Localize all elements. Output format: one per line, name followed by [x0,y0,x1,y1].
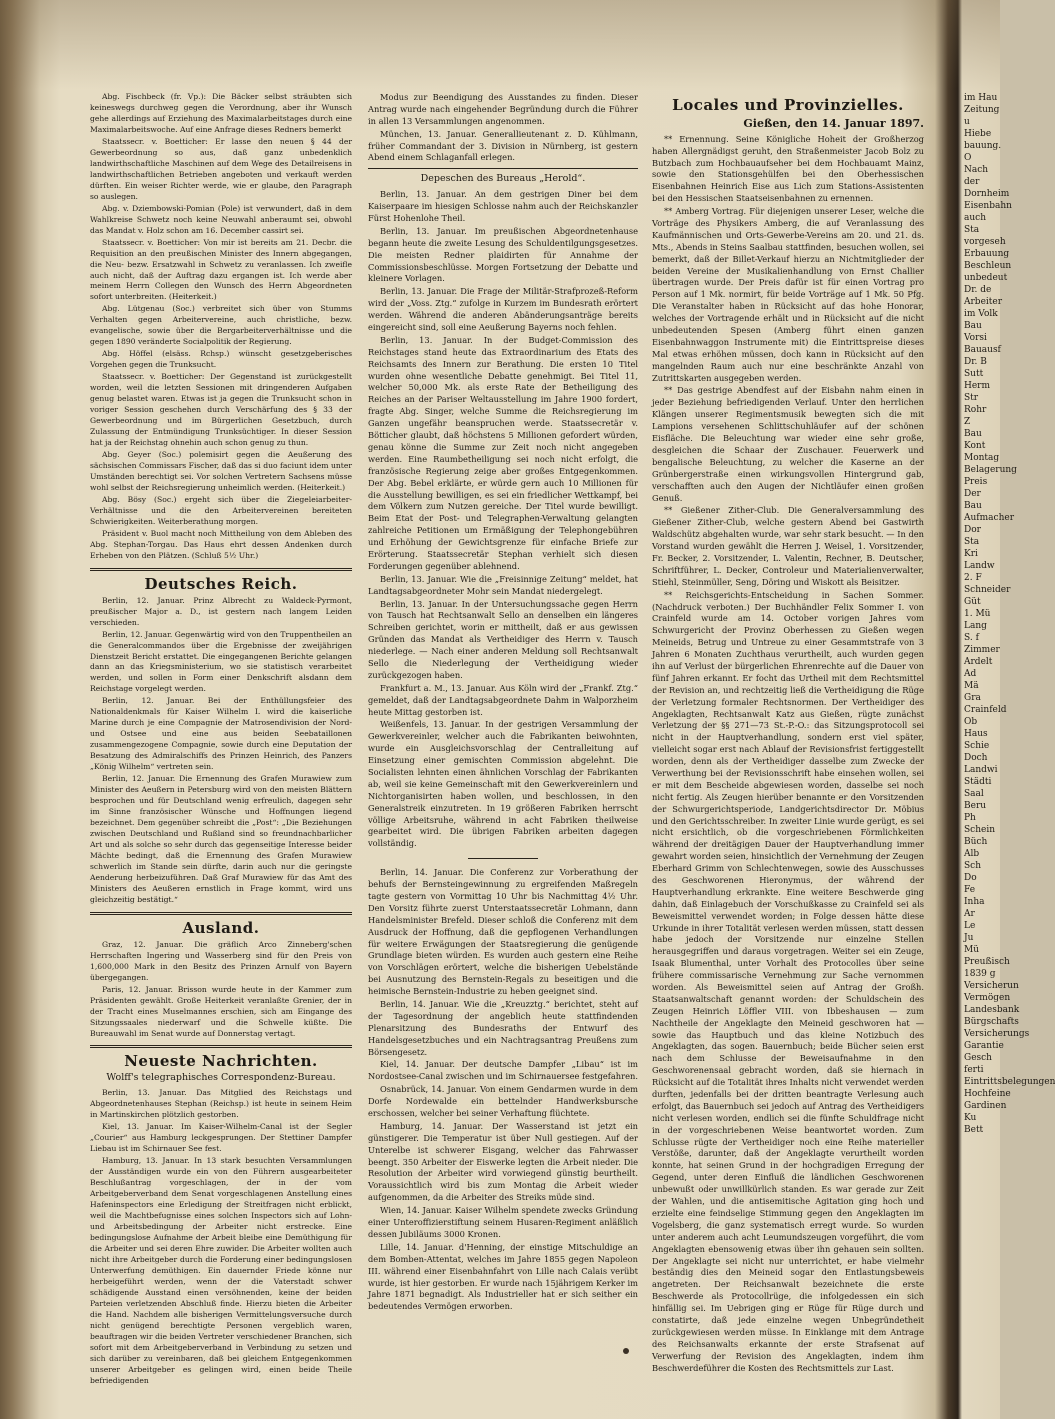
separator-rule [468,858,538,859]
text-fragment: Dornheim [964,189,1010,199]
text-fragment: Bauausf [964,345,1001,355]
text-fragment: Lang [964,621,987,631]
text-fragment: Preußisch [964,957,1010,967]
text-fragment: Kri [964,549,978,559]
text-fragment: Landwi [964,765,998,775]
adjacent-page-fragment [964,92,1055,1136]
text-fragment: Ad [964,669,977,679]
text-fragment: Zimmer [964,645,1000,655]
article-paragraph: ** Amberg Vortrag. Für diejenigen unserer Leser, welche die Vorträge des Physikers Amberg, die auf Veranlassung des Kaufmännischen und Orts-Gewerbe-Vereins am 20. und 21. ds. Mts., Abends in Steins Saalbau stattfinden, besuchen wollen, sei bemerkt, daß der Billet-Verkauf hierzu an Nichtmitglieder der beiden Vereine der Musikalienhandlung von Ernst Challier übertragen wurde. Der Preis dafür ist für einen Vortrag pro Person auf 1 Mk. normirt, für beide Vorträge auf 1 Mk. 50 Pfg. Die Veranstalter haben in Rücksicht auf das hohe Honorar, welches der Vortragende erhält und in Rücksicht auf die nicht unbedeutenden Spesen (Amberg führt einen ganzen Eisenbahnwaggon Instrumente mit) die Eintrittspreise dieses Mal etwas erhöhen müssen, doch kann in Rücksicht auf den mangelnden Raum auch nur eine beschränkte Anzahl von Zutrittskarten ausgegeben werden. [652,206,924,383]
article-paragraph: Abg. Bösy (Soc.) ergeht sich über die Ziegeleiarbeiter-Verhältnisse und die den Arbeitervereinen bereiteten Schwierigkeiten. Weiterberathung morgen. [90,494,352,526]
section-subtitle: Wolff's telegraphisches Correspondenz-Bureau. [106,1072,336,1084]
article-paragraph: Berlin, 13. Januar. Das Mitglied des Reichstags und Abgeordnetenhauses Stephan (Reichsp.) ist heute in seinem Heim in Martinskirchen plötzlich gestorben. [90,1088,352,1120]
text-fragment: Beru [964,801,987,811]
article-paragraph: Paris, 12. Januar. Brisson wurde heute in der Kammer zum Präsidenten gewählt. Große Heiterkeit veranlaßte Grenier, der in der Tracht eines Muselmannes erschien, sich am Eingange des Sitzungssaales niederwarf und die Schwelle küßte. Die Bureauwahl im Senat wurde auf Donnerstag vertagt. [90,984,352,1038]
text-fragment: Crainfeld [964,705,1007,715]
text-fragment: 1839 g [964,969,996,979]
text-fragment: Erbauung [964,249,1010,259]
text-fragment: Doch [964,753,988,763]
article-paragraph: Berlin, 14. Januar. Die Conferenz zur Vorberathung der behufs der Bernsteingewinnung zu ergreifenden Maßregeln tagte gestern von Vormittag 10 Uhr bis Nachmittag 4½ Uhr. Den Vorsitz führte zuerst Unterstaatssecretär Lohmann, dann Handelsminister Brefeld. Dieser schloß die Conferenz mit dem Ausdruck der Hoffnung, daß die gepflogenen Verhandlungen für weitere Erwägungen der Staatsregierung die genügende Grundlage bieten würden. Es wurden auch gestern eine Reihe von Vorschlägen erörtert, welche die bisherigen Uebelstände bei Ausnutzung des Bernstein-Regals zu beseitigen und die heimische Bernstein-Industrie zu heben geeignet sind. [368,867,638,997]
text-fragment: im Volk [964,309,998,319]
text-fragment: Kont [964,441,986,451]
text-fragment: Bau [964,321,982,331]
text-fragment: Z [964,417,971,427]
article-paragraph: Osnabrück, 14. Januar. Von einem Gendarmen wurde in dem Dorfe Nordewalde ein bettelnder Handwerksbursche erschossen, welcher bei seiner Verhaftung flüchtete. [368,1084,638,1119]
section-rule [90,568,352,571]
section-title-neueste-nachrichten: Neueste Nachrichten. [124,1052,318,1071]
article-paragraph: Hamburg, 13. Januar. In 13 stark besuchten Versammlungen der Ausständigen wurde ein von den Führern ausgearbeiteter Beschlußantrag vorgeschlagen, der in der vom Arbeitgeberverband dem Senat vorgeschlagenen Anstellung eines Hafeninspectors eine Erledigung der Streitfragen nicht erblickt, weil die Machtbefugnisse eines solchen Inspectors sich auf Lohn- und Arbeitsbedingung der Arbeiter nicht erstrecke. Eine bedingungslose Aufnahme der Arbeit bleibe eine Demüthigung für die Arbeiter und sei deren Ehre zuwider. Die Arbeiter wollten auch nicht ihre Arbeitgeber durch die Forderung einer bedingungslosen Unterwerfung demüthigen. Ein dauernder Friede könne nur herbeigeführt werden, wenn der die Vaterstadt schwer schädigende Ausstand einen versöhnenden, keine der beiden Parteien verletzenden Abschluß finde. Hierzu bieten die Arbeiter die Hand. Nachdem alle bisherigen Vermittelungsversuche durch nicht genügend berechtigte Personen vergeblich waren, beauftragen wir die beiden Vertreter verschiedener Branchen, sich sofort mit dem Arbeitgeberverband in Verbindung zu setzen und sich darüber zu vereinbaren, daß bei gleichem Entgegenkommen unserer Arbeitgeber es gelingen wird, einen beide Theile befriedigenden [90,1156,352,1385]
article-paragraph: Kiel, 14. Januar. Der deutsche Dampfer „Libau“ ist im Nordostsee-Canal zwischen und im Schirnauersee festgefahren. [368,1059,638,1082]
article-paragraph: Weißenfels, 13. Januar. In der gestrigen Versammlung der Gewerkvereinler, welcher auch die Fabrikanten beiwohnten, wurde ein Ausgleichsvorschlag der Centralleitung auf Einsetzung einer gemischten Commission abgelehnt. Die Socialisten lehnten einen ähnlichen Vorschlag der Fabrikanten ab, weil sie keine Gemeinschaft mit den Gewerkvereinlern und Nichtorganisirten haben wollen, und beschlossen, in den Generalstreik einzutreten. In 19 größeren Fabriken herrscht völlige Arbeitsruhe, während in acht Fabriken theilweise gearbeitet wird. Die übrigen Fabriken arbeiten dagegen vollständig. [368,719,638,849]
text-fragment: unbedeut [964,273,1008,283]
text-fragment: bauung. O [964,141,1002,163]
text-fragment: S. f [964,633,979,643]
text-fragment: Do [964,873,977,883]
text-fragment: Hochfeine [964,1089,1011,1099]
article-paragraph: ** Reichsgerichts-Entscheidung in Sachen Sommer. (Nachdruck verboten.) Der Buchhändler Felix Sommer I. von Crainfeld wurde am 14. October vorigen Jahres vom Schwurgericht der Provinz Oberhessen zu Gießen wegen Meineids, Betrug und Untreue zu einer Gesammtstrafe von 3 Jahren 6 Monaten Zuchthaus verurtheilt, auch wurden gegen ihn auf Verlust der bürgerlichen Ehrenrechte auf die Dauer von fünf Jahren erkannt. Er focht das Urtheil mit dem Rechtsmittel der Revision an, und rechtzeitig ließ die Vertheidigung die Rüge der Verletzung formaler Rechtsnormen. Der Vertheidiger des Angeklagten, Rechtsanwalt Katz aus Gießen, rügte zunächst Verletzung der §§ 271—73 St.-P.-O.: das Sitzungsprotocoll sei nicht in der Hauptverhandlung, sondern erst viel später, vielleicht sogar erst nach Ablauf der Revisionsfrist fertiggestellt worden, denn als der Vertheidiger dasselbe zum Zwecke der Verwerthung bei der Revisionsschrift habe einsehen wollen, sei er mit dem Bescheide abgewiesen worden, dasselbe sei noch nicht fertig. Als Zeugen hierüber benannte er den Vorsitzenden der Schwurgerichtsperiode, Landgerichtsdirector Dr. Möbius und den Gerichtsschreiber. In zweiter Linie wurde gerügt, es sei nicht ersichtlich, ob die vorgeschriebenen Förmlichkeiten während der dreitägigen Dauer der Hauptverhandlung immer gewahrt worden seien, hinsichtlich der Vernehmung der Zeugen Eberhard Grimm von Schlechtenwegen, sowie des Ausschusses des Geschworenen Hieronymus, der während der Hauptverhandlung erkrankte. Eine weitere Beschwerde ging dahin, daß Einlagebuch der Vorschußkasse zu Crainfeld sei als Beweismittel verwendet worden; in Folge dessen hätte diese Urkunde in ihrer Totalität verlesen werden müssen, statt dessen habe jedoch der Vorsitzende nur einzelne Stellen herausgegriffen und daraus vorgetragen. Weiter sei ein Zeuge, Isaak Blumenthal, unter Vorhalt des Protocolles über seine frühere commissarische Vernehmung zur Sache vernommen worden. Als Beweismittel seien auf Antrag der Großh. Staatsanwaltschaft genannt worden: der Schuldschein des Zeugen Heinrich Löffler VIII. von Ibbeshausen — zum Nachtheile der Angeklagte den Meineid geschworen hat — sowie das Hauptbuch und das kleine Notizbuch des Angeklagten, das sogen. Bauernbuch; beide Bücher seien erst nach dem Schlusse der Beweisaufnahme in den Geschworenensaal gebracht worden, daß sie hiernach in Rücksicht auf die Totalität ihres Inhalts nicht verwendet werden durften, jedenfalls bei der dritten beantragte Verlesung auch erfolgt, das Bauernbuch sei jedoch auf Antrag des Vertheidigers nicht verlesen worden, endlich sei die fünfte Schuldfrage nicht in der vorgeschriebenen Weise beantwortet worden. Zum Schlusse rügte der Vertheidiger noch eine Reihe materieller Verstöße, darunter, daß der Angeklagte verurtheilt worden konnte, hat seinen Grund in der hochgradigen Erregung der Gegend, unter deren Einfluß die ländlichen Geschworenen unbewußt oder unwillkürlich standen. Es war gerade zur Zeit der Wahlen, und die antisemitische Agitation ging hoch und erzielte eine feindselige Stimmung gegen den Angeklagten im Vogelsberg, die ganz systematisch erregt wurde. So wurden unter anderem auch acht Leumundszeugen vorgeführt, die vom Angeklagten ebensowenig etwas über ihn gehauen sein sollten. Der Angeklagte sei nicht nur unterrichtet, er habe vielmehr beständig dies den Meineid sogar den Entlastungsbeweis angetreten. Der Reichsanwalt bezeichnete die erste Beschwerde als Protocollrüge, die infolgedessen ein sich hinfällig sei. Im Uebrigen ging er Rüge für Rüge durch und constatirte, daß jede einzelne wegen Unbegründetheit zurückgewiesen werden müsse. In Einklange mit dem Antrage des Reichsanwalts erkannte der erste Strafsenat auf Verwerfung der Revision des Angeklagten, indem ihm Beschwerdeführer die Kosten des Rechtsmittels zur Last. [652,589,924,1373]
text-fragment: Herm [964,381,991,391]
article-paragraph: ** Ernennung. Seine Königliche Hoheit der Großherzog haben Allergnädigst geruht, den Straßenmeister Jacob Bolz zu Butzbach zum Hochbauaufseher bei dem Hochbauamt Mainz, sowie den Stationsgehülfen bei den Oberhessischen Eisenbahnen Heinrich Eise aus Lich zum Stations-Assistenten bei den Hessischen Staatseisenbahnen zu ernennen. [652,133,924,204]
text-fragment: Fe [964,885,976,895]
text-fragment: Gra [964,693,981,703]
text-fragment: Landesbank [964,1005,1020,1015]
text-fragment: Vermögen [964,993,1011,1003]
text-fragment: Städti [964,777,992,787]
text-fragment: Dor [964,525,981,535]
text-fragment: Beschleun [964,261,1012,271]
text-fragment: Arbeiter [964,297,1003,307]
text-fragment: Gesch [964,1053,992,1063]
text-fragment: Nach der [964,165,989,187]
article-paragraph: Berlin, 12. Januar. Bei der Enthüllungsfeier des Nationaldenkmals für Kaiser Wilhelm I. wird die kaiserliche Marine durch je eine Compagnie der Matrosendivision der Nord- und Ostsee und eine aus beiden Seebataillonen zusammengezogene Compagnie, sowie durch eine Deputation der Besatzung des Admiralschiffs des Prinzen Heinrich, des Panzers „König Wilhelm“ vertreten sein. [90,696,352,772]
text-fragment: Inha [964,897,985,907]
text-fragment: Le [964,921,976,931]
text-fragment: Vorsi [964,333,987,343]
page-shadow [0,0,1000,90]
depeschen-title: Depeschen des Bureaus „Herold“. [420,173,586,185]
text-fragment: Sutt [964,369,984,379]
text-fragment: Schneider [964,585,1011,595]
column-1 [90,92,352,1388]
text-fragment: Alb [964,849,980,859]
text-fragment: Str [964,393,979,403]
article-paragraph: Berlin, 12. Januar. Prinz Albrecht zu Waldeck-Pyrmont, preußischer Major a. D., ist gestern nach langem Leiden verschieden. [90,595,352,627]
text-fragment: Ardelt [964,657,993,667]
text-fragment: Schein [964,825,996,835]
article-paragraph: Kiel, 13. Januar. Im Kaiser-Wilhelm-Canal ist der Segler „Courier“ aus Hamburg leckgesprungen. Der Stettiner Dampfer Liebau ist im Schirnauer See fest. [90,1122,352,1154]
article-paragraph: Hamburg, 14. Januar. Der Wasserstand ist jetzt ein günstigerer. Die Temperatur ist über Null gestiegen. Auf der Unterelbe ist schwerer Eisgang, welcher das Fahrwasser beengt. 350 Arbeiter der Eiswerke legten die Arbeit nieder. Die Resolution der Arbeiter wird vorwiegend günstig beurtheilt. Voraussichtlich wird bis zum Montag die Arbeit wieder aufgenommen, da die Arbeiter des Streiks müde sind. [368,1120,638,1203]
article-paragraph: Staatssecr. v. Boetticher: Von mir ist bereits am 21. Decbr. die Requisition an den preußischen Minister des Innern abgegangen, die Neu- bezw. Ersatzwahl in Schwetz zu veranlassen. Ich zweifle auch nicht, daß der Auftrag dazu ergangen ist. Ich werde aber meinem Herrn Collegen den Wunsch des Herrn Abgeordneten sofort unterbreiten. (Heiterkeit.) [90,237,352,302]
article-paragraph: Abg. Lütgenau (Soc.) verbreitet sich über von Stumms Verhalten gegen Arbeitervereine, auch christliche, bezw. evangelische, sowie über die Bergarbeiterverhältnisse und die gegen 1890 veränderte Socialpolitik der Regierung. [90,304,352,347]
page-mark [623,1348,629,1354]
text-fragment: Montag [964,453,1000,463]
text-fragment: Landw [964,561,995,571]
column-2 [368,92,638,1314]
text-fragment: Preis [964,477,988,487]
article-paragraph: ** Das gestrige Abendfest auf der Eisbahn nahm einen in jeder Beziehung befriedigenden Verlauf. Unter den herrlichen Klängen unserer Regimentsmusik bewegten sich die mit Lampions versehenen Schlittschuhläufer auf der schönen Eisfläche. Die Beleuchtung war wieder eine sehr große, desgleichen die Schaar der Zuschauer. Feuerwerk und bengalische Beleuchtung, zu welcher die Kaserne an der Grünbergerstraße einen wirkungsvollen Hintergrund gab, verschafften auch den Augen der Nichtläufer einen großen Genuß. [652,385,924,503]
article-paragraph: Wien, 14. Januar. Kaiser Wilhelm spendete zwecks Gründung einer Unteroffizierstiftung seinem Husaren-Regiment anläßlich dessen Jubiläums 3000 Kronen. [368,1205,638,1239]
article-paragraph: Abg. Geyer (Soc.) polemisirt gegen die Aeußerung des sächsischen Commissars Fischer, daß das si duo faciunt idem unter Umständen berechtigt sei. Vor solchen Vertretern Sachsens müsse wohl selbst der Reichsregierung unheimlich werden. (Heiterkeit.) [90,450,352,492]
article-paragraph: Staatssecr. v. Boetticher: Der Gegenstand ist zurückgestellt worden, weil die letzten Sessionen mit dringenderen Aufgaben genug belastet waren. Etwas ist ja gegen die Trunksucht schon in voriger Session geschehen durch Verschärfung des § 33 der Gewerbeordnung und im Bürgerlichen Gesetzbuch, durch Zulassung der Entmündigung Trunksüchtiger. In dieser Session hat ja der Reichstag ohnehin auch schon genug zu thun. [90,372,352,448]
article-paragraph: Graz, 12. Januar. Die gräflich Arco Zinneberg'schen Herrschaften Ingering und Wasserberg sind für den Preis von 1,600,000 Mark in den Besitz des Prinzen Arnulf von Bayern übergegangen. [90,939,352,982]
article-paragraph: Abg. Höffel (elsäss. Rchsp.) wünscht gesetzgeberisches Vorgehen gegen die Trunksucht. [90,349,352,370]
text-fragment: Ku [964,1113,977,1123]
article-paragraph: ** Gießener Zither-Club. Die Generalversammlung des Gießener Zither-Club, welche gestern Abend bei Gastwirth Waldschütz abgehalten wurde, war sehr stark besucht. — In den Vorstand wurden gewählt die Herren J. Weisel, 1. Vorsitzender, Fr. Becker, 2. Vorsitzender, L. Valentin, Rechner, B. Deutscher, Schriftführer, L. Decker, Controleur und Materialienverwalter, Stiehl, Steinmüller, Seng, Döring und Wiskott als Beisitzer. [652,505,924,587]
text-fragment: Belagerung [964,465,1017,475]
article-paragraph: Berlin, 13. Januar. Im preußischen Abgeordnetenhause begann heute die zweite Lesung des Schuldentilgungsgesetzes. Die meisten Redner plaidirten für Annahme der Commissionsbeschlüsse. Morgen Fortsetzung der Debatte und kleinere Vorlagen. [368,225,638,284]
text-fragment: Saal [964,789,984,799]
text-fragment: 2. F [964,573,982,583]
text-fragment: Ju [964,933,974,943]
text-fragment: Aufmacher [964,513,1014,523]
text-fragment: Dr. de [964,285,992,295]
text-fragment: Güt [964,597,981,607]
text-fragment: im Hau [964,93,998,103]
text-fragment: 1. Mü [964,609,991,619]
section-title-ausland: Ausland. [182,918,260,937]
article-paragraph: Präsident v. Buol macht noch Mittheilung von dem Ableben des Abg. Stephan-Torgau. Das Haus ehrt dessen Andenken durch Erheben von den Plätzen. (Schluß 5½ Uhr.) [90,528,352,560]
text-fragment: auch Sta [964,213,986,235]
text-fragment: Zeitung u [964,105,1000,127]
text-fragment: vorgeseh [964,237,1006,247]
text-fragment: Der [964,489,981,499]
article-paragraph: Modus zur Beendigung des Ausstandes zu finden. Dieser Antrag wurde nach eingehender Begründung durch die Führer in allen 13 Versammlungen angenommen. [368,92,638,126]
text-fragment: Mä [964,681,979,691]
text-fragment: ferti [964,1065,984,1075]
article-paragraph: Berlin, 12. Januar. Gegenwärtig wird von den Truppentheilen an die Generalcommandos über die Ergebnisse der zweijährigen Dienstzeit Bericht erstattet. Die eingegangenen Berichte gelangen dann an das Kriegsministerium, wo sie statistisch verarbeitet werden, und sollen in Form einer Denkschrift alsdann dem Reichstage vorgelegt werden. [90,629,352,694]
section-rule [368,168,638,169]
article-paragraph: Berlin, 13. Januar. In der Untersuchungssache gegen Herrn von Tausch hat Rechtsanwalt Sello an denselben ein längeres Schreiben gerichtet, worin er mittheilt, daß er aus gewissen Gründen das Mandat als Vertheidiger des Herrn v. Tausch niederlege. — Nach einer anderen Meldung soll Rechtsanwalt Sello die Niederlegung der Vertheidigung wieder zurückgezogen haben. [368,598,638,680]
text-fragment: Eisenbahn [964,201,1012,211]
article-paragraph: Berlin, 14. Januar. Wie die „Kreuzztg.“ berichtet, steht auf der Tagesordnung der angeblich heute stattfindenden Plenarsitzung des Bundesraths der Entwurf des Handelsgesetzbuches und ein Nachtragsantrag Preußens zum Börsengesetz. [368,999,638,1057]
text-fragment: Eintrittsbelegungen [964,1077,1055,1087]
text-fragment: Garantie [964,1041,1004,1051]
text-fragment: Ph [964,813,976,823]
text-fragment: Mü [964,945,980,955]
text-fragment: Versicherungs [964,1029,1030,1039]
article-paragraph: Abg. v. Dziembowski-Pomian (Pole) ist verwundert, daß in dem Wahlkreise Schwetz noch keine Neuwahl anberaumt sei, obwohl das Mandat v. Holz schon am 16. December cassirt sei. [90,203,352,235]
text-fragment: Rohr [964,405,987,415]
article-paragraph: Frankfurt a. M., 13. Januar. Aus Köln wird der „Frankf. Ztg.“ gemeldet, daß der Landtagsabgeordnete Dahm in Walporzheim heute Mittag gestorben ist. [368,682,638,717]
text-fragment: Ar [964,909,975,919]
text-fragment: Bau [964,429,982,439]
article-paragraph: Berlin, 13. Januar. Die Frage der Militär-Strafprozeß-Reform wird der „Voss. Ztg.“ zufolge in Kurzem im Bundesrath erörtert werden. Während die anderen Abänderungsanträge bereits eingereicht sind, soll eine Aeußerung Bayerns noch fehlen. [368,286,638,333]
article-paragraph: Berlin, 13. Januar. In der Budget-Commission des Reichstages stand heute das Extraordinarium des Etats des Reichsamts des Innern zur Berathung. Die ersten 10 Titel wurden ohne wesentliche Debatte genehmigt. Bei Titel 11, welcher 50,000 Mk. als erste Rate der Betheiligung des Reiches an der Pariser Weltausstellung im Jahre 1900 fordert, fragte Abg. Singer, welche Summe die Reichsregierung im Ganzen ungefähr beanspruchen werde. Staatssecretär v. Bötticher glaubt, daß höchstens 5 Millionen gefordert würden, genau könne die Summe zur Zeit noch nicht angegeben werden. Eine Raumbetheiligung sei noch nicht erfolgt, die französische Regierung zeige aber großes Entgegenkommen. Der Abg. Bebel erklärte, er würde gern auch 10 Millionen für die Ausstellung bewilligen, es sei ein friedlicher Wettkampf, bei dem Völkern zum Nutzen gereiche. Der Titel wurde bewilligt. Beim Etat der Post- und Telegraphen-Verwaltung gelangten zahlreiche Petitionen um Ermäßigung der Telephongebühren und Erhöhung der Gewichtsgrenze für einfache Briefe zur Erörterung. Staatssecretär Stephan verhielt sich diesen Forderungen gegenüber ablehnend. [368,334,638,571]
article-paragraph: Staatssecr. v. Boetticher: Er lasse den neuen § 44 der Gewerbeordnung so aus, daß ganz unbedenklich landwirthschaftliche Maschinen auf dem Wege des Detailreisens in landwirthschaftlichen Betrieben angeboten und verkauft werden dürften. Ein weiser Richter werde, wie er glaube, den Paragraph so auslegen. [90,136,352,201]
article-paragraph: Abg. Fischbeck (fr. Vp.): Die Bäcker selbst sträubten sich keineswegs durchweg gegen die Verordnung, aber ihr Wunsch gehe allerdings auf Erziehung des Maximalarbeitstages durch eine Maximalarbeitswoche. Auf eine Anfrage dieses Redners bemerkt [90,92,352,134]
text-fragment: Sch [964,861,982,871]
text-fragment: Hiebe [964,129,992,139]
article-paragraph: Berlin, 13. Januar. An dem gestrigen Diner bei dem Kaiserpaare im hiesigen Schlosse nahm auch der Reichskanzler Fürst Hohenlohe Theil. [368,189,638,224]
text-fragment: Versicherun [964,981,1019,991]
section-title-deutsches-reich: Deutsches Reich. [144,574,298,593]
article-paragraph: Lille, 14. Januar. d'Henning, der einstige Mitschuldige an dem Bomben-Attentat, welches im Jahre 1855 gegen Napoleon III. während einer Eisenbahnfahrt von Lille nach Calais verübt wurde, ist hier gestorben. Er wurde nach 15jährigem Kerker im Jahre 1871 begnadigt. Als Industrieller hat er sich seither ein bedeutendes Vermögen erworben. [368,1241,638,1312]
text-fragment: Haus [964,729,988,739]
text-fragment: Bett [964,1125,984,1135]
text-fragment: Gardinen [964,1101,1007,1111]
section-rule [90,1045,352,1048]
text-fragment: Bürgschafts [964,1017,1019,1027]
article-paragraph: München, 13. Januar. Generallieutenant z. D. Kühlmann, früher Commandant der 3. Division in Nürnberg, ist gestern Abend einem Schlaganfall erlegen. [368,128,638,163]
text-fragment: Bau [964,501,982,511]
text-fragment: Ob [964,717,978,727]
section-rule [90,912,352,915]
text-fragment: Büch [964,837,988,847]
text-fragment: Sta [964,537,980,547]
text-fragment: Schie [964,741,990,751]
article-paragraph: Berlin, 12. Januar. Die Ernennung des Grafen Murawiew zum Minister des Aeußern in Petersburg wird von den meisten Blättern besprochen und für Deutschland wenig erfreulich, dagegen sehr im Sinne französischer Wünsche und Hoffnungen liegend bezeichnet. Dem gegenüber schreibt die „Post“: „Die Beziehungen zwischen Deutschland und Rußland sind so freundnachbarlicher Art und als solche so sehr durch das gegenseitige Interesse beider Mächte bedingt, daß die Ernennung des Grafen Murawiew schwerlich im Stande sein dürfte, darin auch nur die geringste Aenderung herbeizuführen. Daß Graf Murawiew für das Amt des Ministers des Aeußeren ernstlich in Frage kommt, wird uns gleichzeitig bestätigt.“ [90,774,352,904]
section-title-locales: Locales und Provinzielles. [672,96,904,114]
text-fragment: Dr. B [964,357,987,367]
column-3 [652,92,924,1375]
dateline: Gießen, den 14. Januar 1897. [743,116,924,130]
article-paragraph: Berlin, 13. Januar. Wie die „Freisinnige Zeitung“ meldet, hat Landtagsabgeordneter Mohr sein Mandat niedergelegt. [368,573,638,596]
